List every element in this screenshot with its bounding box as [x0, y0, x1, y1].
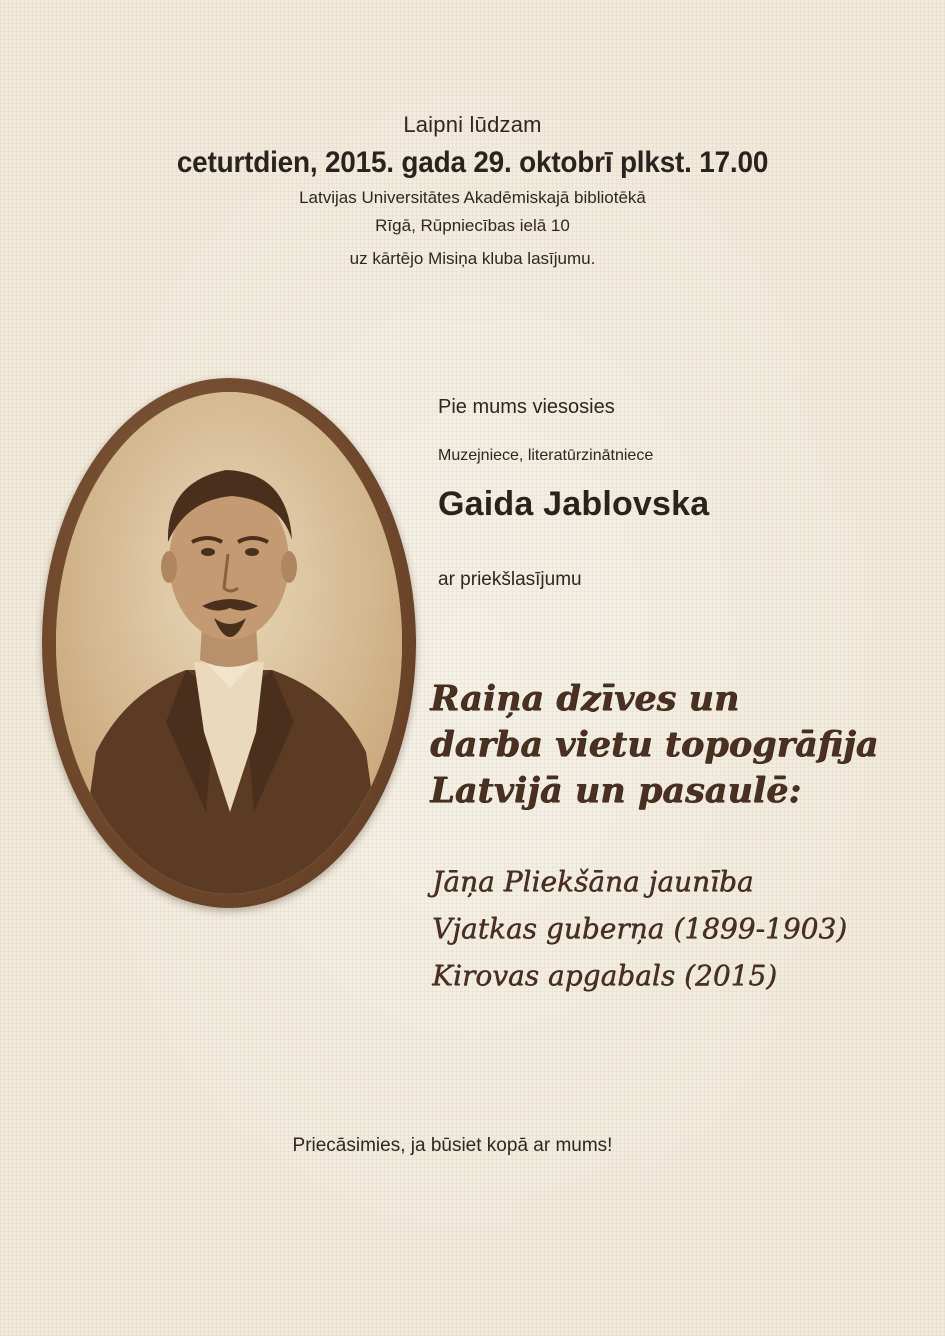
guest-intro: Pie mums viesosies: [438, 396, 615, 418]
invitation-text: uz kārtējo Misiņa kluba lasījumu.: [349, 249, 596, 268]
lecture-title: [430, 676, 935, 814]
event-datetime: ceturtdien, 2015. gada 29. oktobrī plkst. 17.00: [176, 146, 769, 179]
speaker-name: Gaida Jablovska: [438, 485, 710, 523]
subtopic-item: Vjatkas guberņa (1899-1903): [432, 912, 848, 945]
welcome-text: Laipni lūdzam: [403, 112, 542, 137]
speaker-block: [438, 392, 928, 594]
lecture-label: ar priekšlasījumu: [438, 569, 582, 590]
subtopic-item: Kirovas apgabals (2015): [432, 959, 778, 992]
venue-text: Latvijas Universitātes Akadēmiskajā bibliotēkā: [299, 188, 646, 207]
lecture-title-line: darba vietu topogrāfija: [430, 724, 879, 765]
subtopic-item: Jāņa Pliekšāna jaunība: [432, 865, 754, 898]
portrait-frame: [42, 378, 416, 908]
lecture-title-line: Raiņa dzīves un: [430, 678, 740, 719]
lecture-subtopics: [432, 858, 937, 999]
closing-text: Priecāsimies, ja būsiet kopā ar mums!: [292, 1135, 613, 1156]
address-text: Rīgā, Rūpniecības ielā 10: [375, 216, 570, 235]
header-block: [0, 108, 945, 273]
portrait-mat: [56, 392, 402, 894]
portrait-photo-icon: [56, 392, 402, 894]
lecture-title-line: Latvijā un pasaulē:: [430, 770, 802, 811]
speaker-role: Muzejniece, literatūrzinātniece: [438, 447, 654, 464]
